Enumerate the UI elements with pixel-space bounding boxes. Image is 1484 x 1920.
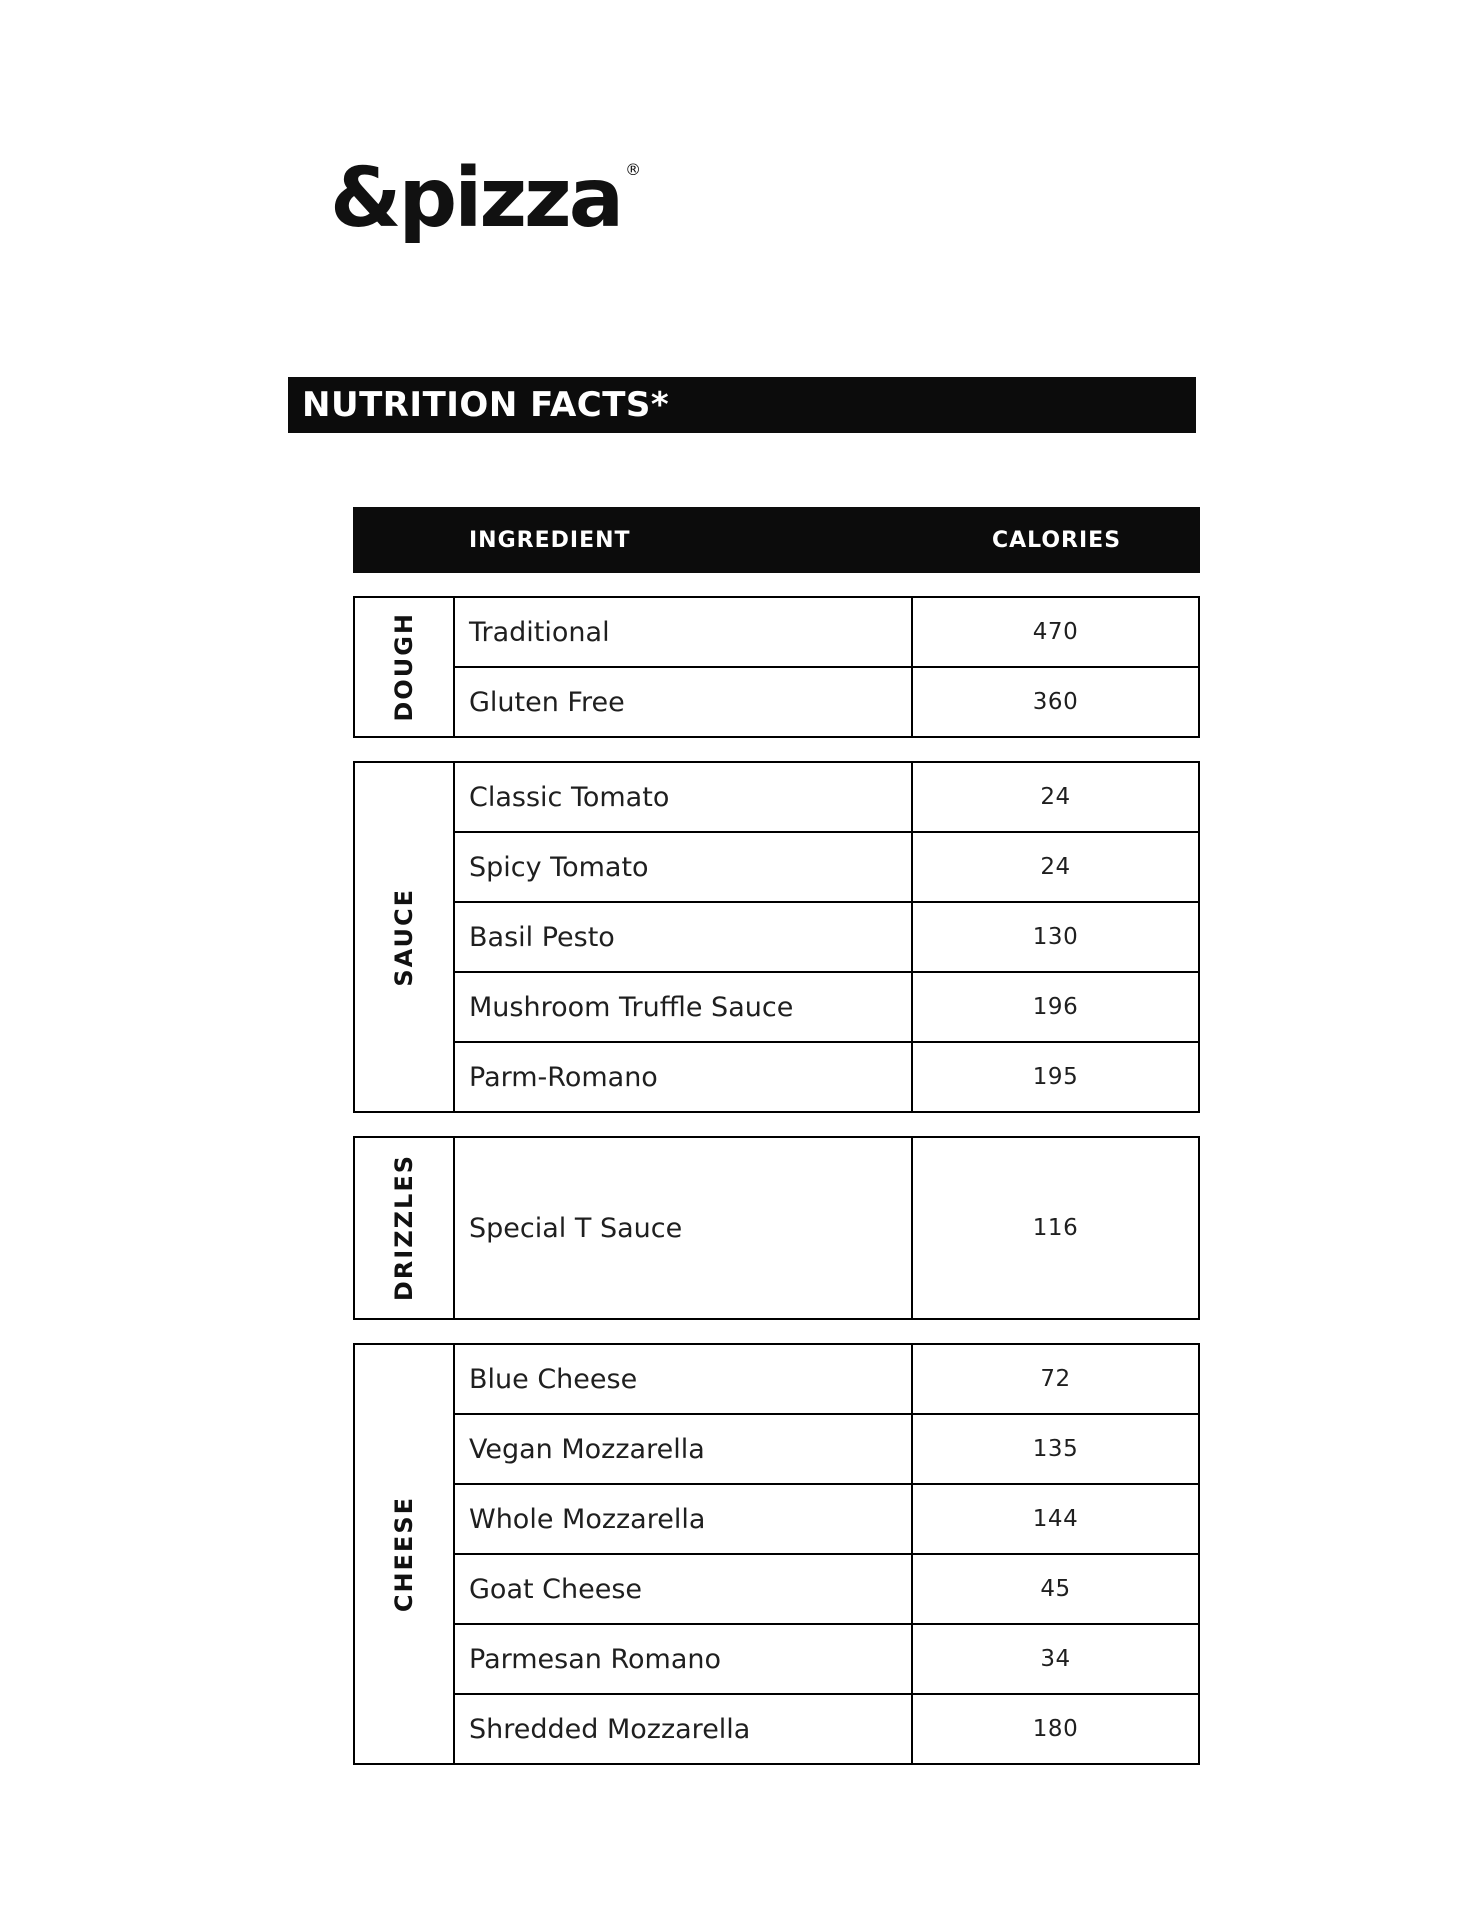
page-title-bar: [288, 377, 1196, 433]
ingredient-name: Classic Tomato: [455, 763, 913, 831]
table-row: [453, 901, 1200, 973]
table-section-cheese: [353, 1343, 1200, 1765]
table-row: [453, 1623, 1200, 1695]
ingredient-name: Spicy Tomato: [455, 833, 913, 901]
table-row: [453, 831, 1200, 903]
table-section-drizzles: [353, 1136, 1200, 1320]
section-label-cell: [353, 1343, 455, 1765]
calories-value: 72: [1040, 1366, 1071, 1392]
section-rows: [453, 1136, 1200, 1320]
section-label-text: DRIZZLES: [390, 1154, 418, 1302]
section-rows: [453, 1343, 1200, 1765]
header-calories: CALORIES: [991, 527, 1122, 553]
calories-value: 45: [1040, 1576, 1071, 1602]
section-label-cell: [353, 596, 455, 738]
calories-value: 470: [1032, 619, 1079, 645]
calories-value: 360: [1032, 689, 1079, 715]
ingredient-name: Gluten Free: [455, 668, 913, 736]
calories-value: 24: [1040, 854, 1071, 880]
calories-value: 195: [1032, 1064, 1079, 1090]
calories-value: 24: [1040, 784, 1071, 810]
section-label-cell: [353, 761, 455, 1113]
ingredient-name: Vegan Mozzarella: [455, 1415, 913, 1483]
calories-value: 130: [1032, 924, 1079, 950]
calories-value: 180: [1032, 1716, 1079, 1742]
ingredient-name: Basil Pesto: [455, 903, 913, 971]
table-row: [453, 596, 1200, 668]
ingredient-name: Parmesan Romano: [455, 1625, 913, 1693]
ingredient-name: Blue Cheese: [455, 1345, 913, 1413]
table-row: [453, 1483, 1200, 1555]
calories-value: 135: [1032, 1436, 1079, 1462]
table-row: [453, 1041, 1200, 1113]
page-title: NUTRITION FACTS*: [302, 385, 670, 425]
brand-logo: [330, 151, 642, 246]
calories-value: 196: [1032, 994, 1079, 1020]
ingredient-name: Shredded Mozzarella: [455, 1695, 913, 1763]
table-row: [453, 971, 1200, 1043]
calories-value: 144: [1032, 1506, 1079, 1532]
table-row: [453, 1136, 1200, 1320]
ingredient-name: Parm-Romano: [455, 1043, 913, 1111]
section-label-text: DOUGH: [390, 612, 418, 722]
section-label-text: CHEESE: [390, 1495, 418, 1613]
calories-value: 116: [1032, 1215, 1079, 1241]
registered-trademark-mark: ®: [625, 160, 642, 179]
header-ingredient: INGREDIENT: [469, 527, 631, 553]
table-row: [453, 1553, 1200, 1625]
table-row: [453, 1343, 1200, 1415]
table-row: [453, 666, 1200, 738]
ingredient-name: Traditional: [455, 598, 913, 666]
table-header-row: [353, 507, 1200, 573]
section-rows: [453, 596, 1200, 738]
table-row: [453, 1693, 1200, 1765]
ingredient-name: Special T Sauce: [455, 1138, 913, 1318]
section-label-cell: [353, 1136, 455, 1320]
ingredient-name: Mushroom Truffle Sauce: [455, 973, 913, 1041]
nutrition-table-sections: [353, 596, 1200, 1765]
section-label-text: SAUCE: [390, 887, 418, 987]
table-row: [453, 1413, 1200, 1485]
section-rows: [453, 761, 1200, 1113]
table-section-dough: [353, 596, 1200, 738]
table-section-sauce: [353, 761, 1200, 1113]
nutrition-table: [353, 507, 1200, 1765]
ingredient-name: Goat Cheese: [455, 1555, 913, 1623]
ingredient-name: Whole Mozzarella: [455, 1485, 913, 1553]
brand-logo-text: &pizza: [330, 151, 622, 246]
calories-value: 34: [1040, 1646, 1071, 1672]
table-row: [453, 761, 1200, 833]
